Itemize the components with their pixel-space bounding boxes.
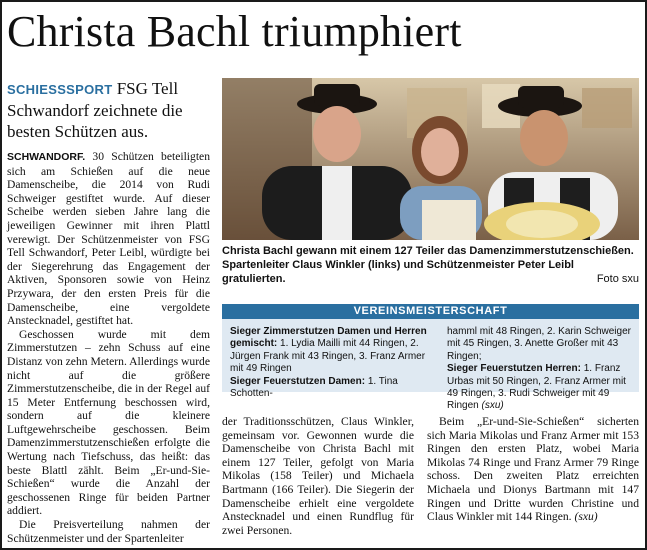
results-box-title: VEREINSMEISTERSCHAFT: [222, 304, 639, 319]
article-paragraph-1-text: 30 Schützen beteiligten sich am Schießen auf die neue Damenscheibe, die 2014 von Rudi Schweiger gestiftet wurde. Auf dieser Scheibe werden sieben Jahre lang die jeweiligen Gewinner mit ihren Plattl verewigt. Der Schützenmeister von FSG Tell Schwandorf, Peter Leibl, würdigte bei der Siegerehrung das Engagement der Aktiven, Sponsoren sowie von Heinz Przywara, der den ersten Preis für die Damenscheibe, eine vergoldete Anstecknadel, gestiftet hat.: [7, 150, 210, 328]
article-column-3: [427, 415, 639, 524]
results-box-right: [447, 326, 635, 413]
article-column-2: [222, 415, 414, 537]
results-sign: (sxu): [481, 400, 504, 412]
article-column-1: [7, 150, 210, 545]
photo-illustration: [222, 78, 639, 240]
results-heading-1: Sieger Zimmerstutzen Damen und Herren gemischt:: [230, 326, 427, 350]
results-box: [222, 304, 639, 412]
article-sign: (sxu): [574, 510, 598, 524]
results-text-1: 1. Lydia Mailli mit 44 Ringen, 2. Jürgen Frank mit 43 Ringen, 3. Franz Armer mit 49 Ringen: [230, 338, 426, 375]
photo-caption: [222, 244, 639, 286]
article-paragraph-2: Geschossen wurde mit dem Zimmerstutzen – zehn Schuss auf eine Distanz von zehn Metern. Allerdings wurde nicht auf die größere Zimmerstutzenscheibe, die in der Regel auf 15 Meter Entfernung beschossen wird, sondern auf die kleinere Luftgewehrscheibe geschossen. Beim Damenzimmerstutzenschießen erfolgte die Wertung nach Tiefschuss, das heißt: das beste Blattl zählt. Beim „Er-und-Sie-Schießen“ wurde die Anzahl der geschossenen Ringe für beiden Partner addiert.: [7, 327, 210, 518]
article-paragraph-1: [7, 150, 210, 328]
dateline: SCHWANDORF.: [7, 151, 86, 163]
lead-body: FSG Tell Schwandorf zeichnete die besten Schützen aus.: [7, 79, 183, 141]
article-paragraph-5-text: Beim „Er-und-Sie-Schießen“ sicherten sich Maria Mikolas und Franz Armer mit 153 Ringen den ersten Platz, wobei Maria Mikolas 74 Ringe und Franz Armer 79 Ringe schoss. Den zweiten Platz erreichten Michaela und Dionys Bartmann mit 147 Ringen und Dritte wurden Christine und Claus Winkler mit 144 Ringen.: [427, 415, 639, 524]
results-heading-2: Sieger Feuerstutzen Damen:: [230, 375, 366, 387]
lead: [7, 78, 210, 142]
article-paragraph-3: Die Preisverteilung nahmen der Schützenmeister und der Spartenleiter: [7, 518, 210, 545]
results-text-4: 1. Franz Urbas mit 50 Ringen, 2. Franz Armer mit 49 Ringen, 3. Rudi Schweiger mit 49 Ringen: [447, 363, 626, 412]
results-box-left: [230, 326, 430, 400]
photo-credit: Foto sxu: [596, 273, 639, 285]
lead-text: [7, 78, 210, 142]
lead-kicker: SCHIESSSPORT: [7, 82, 113, 97]
photo-caption-text: Christa Bachl gewann mit einem 127 Teiler das Damenzimmerstutzenschießen. Spartenleiter Claus Winkler (links) und Schützenmeister Peter Leibl gratulierten.: [222, 245, 634, 285]
results-text-2: 1. Tina Schotten-: [230, 375, 398, 400]
article-paragraph-5: [427, 415, 639, 524]
results-text-3: hamml mit 48 Ringen, 2. Karin Schweiger mit 45 Ringen, 3. Anette Großer mit 43 Ringen;: [447, 326, 631, 362]
headline: Christa Bachl triumphiert: [7, 7, 462, 56]
results-heading-3: Sieger Feuerstutzen Herren:: [447, 363, 581, 375]
article-photo: [222, 78, 639, 240]
article-paragraph-4: der Traditionsschützen, Claus Winkler, gemeinsam vor. Gewonnen wurde die Damenscheibe von Christa Bachl mit einem 127 Teiler, gefolgt von Maria Mikolas (158 Teiler) und Michaela Bartmann (166 Teiler). Die Siegerin der Damenscheibe erhielt eine vergoldete Anstecknadel und einen Rundflug für zwei Personen.: [222, 415, 414, 537]
